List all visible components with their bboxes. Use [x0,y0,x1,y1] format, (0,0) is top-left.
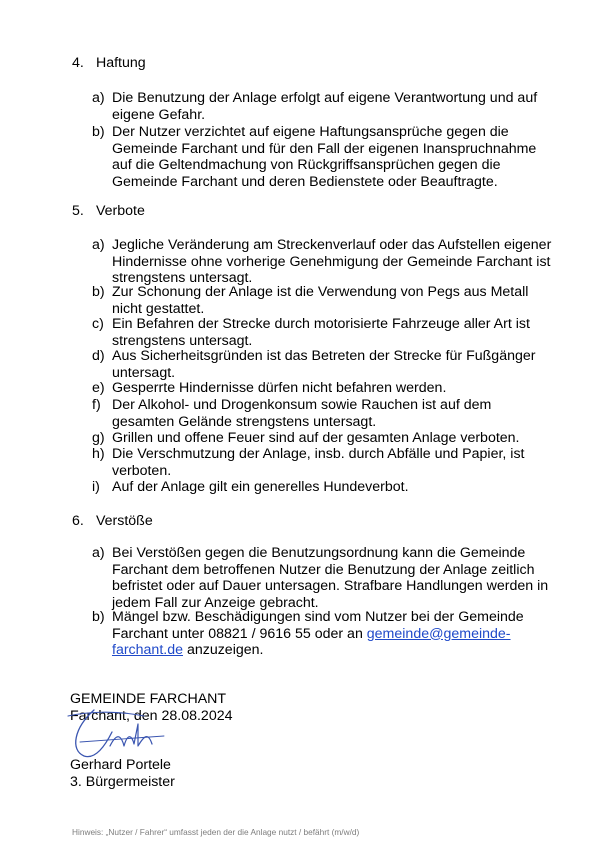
item-text [112,545,557,611]
item-text [112,479,557,496]
item-text [112,348,557,381]
section-number: 5. [72,203,84,219]
item-marker: d) [92,348,105,364]
text-line [112,642,557,659]
text-line: Mängel bzw. Beschädigungen sind vom Nutzer bei der Gemeinde [112,609,524,625]
text-line: Gemeinde Farchant und für den Fall der eigenen Inanspruchnahme [112,140,537,157]
text-line: Zur Schonung der Anlage ist die Verwendung von Pegs aus Metall [112,284,529,300]
item-text [112,316,557,349]
text-line: Grillen und offene Feuer sind auf der gesamten Anlage verboten. [112,430,520,446]
item-marker: b) [92,124,105,140]
text-line: Gemeinde Farchant und deren Bedienstete oder Beauftragte. [112,173,498,190]
section-title: Verstöße [95,513,153,529]
item-marker: b) [92,609,105,625]
item-marker: c) [92,316,104,332]
text-line: Der Nutzer verzichtet auf eigene Haftungsansprüche gegen die [112,124,509,140]
text-line: Auf der Anlage gilt ein generelles Hundeverbot. [112,479,409,495]
text-line: Bei Verstößen gegen die Benutzungsordnung kann die Gemeinde [112,545,526,561]
email-link[interactable]: gemeinde@gemeinde- [366,625,511,642]
item-text [112,284,557,317]
section-number: 6. [72,513,84,529]
item-text [112,90,557,123]
text-fragment: anzuzeigen. [183,642,264,659]
item-text [112,397,557,430]
text-line: nicht gestattet. [112,300,205,317]
text-line: eigene Gefahr. [112,106,206,123]
item-marker: a) [92,545,105,561]
section-5-heading [72,203,145,220]
text-line: Die Verschmutzung der Anlage, insb. durch Abfälle und Papier, ist [112,446,525,462]
item-text [112,609,557,659]
text-line: Jegliche Veränderung am Streckenverlauf oder das Aufstellen eigener [112,237,552,253]
text-line: Ein Befahren der Strecke durch motorisierte Fahrzeuge aller Art ist [112,316,530,332]
section-title: Verbote [95,203,145,219]
item-marker: h) [92,446,105,462]
text-line: untersagt. [112,364,176,381]
item-text [112,124,557,190]
item-marker: f) [92,397,101,413]
text-line [112,626,557,643]
place-date: Farchant, den 28.08.2024 [70,708,233,724]
signatory-name: Gerhard Portele [70,757,171,773]
text-line: Der Alkohol- und Drogenkonsum sowie Rauchen ist auf dem [112,397,492,413]
text-line: jedem Fall zur Anzeige gebracht. [112,594,319,611]
item-text [112,237,557,287]
item-text [112,380,557,397]
email-link-continued[interactable]: farchant.de [112,642,183,659]
text-line: befristet oder auf Dauer untersagen. Strafbare Handlungen werden in [112,578,549,595]
text-line: Hindernisse ohne vorherige Genehmigung der Gemeinde Farchant ist [112,253,551,270]
item-marker: g) [92,430,105,446]
text-line: strengstens untersagt. [112,270,253,287]
text-line: gesamten Gelände strengstens untersagt. [112,413,377,430]
text-line: verboten. [112,462,172,479]
item-marker: e) [92,380,105,396]
item-marker: a) [92,90,105,106]
text-line: Aus Sicherheitsgründen ist das Betreten der Strecke für Fußgänger [112,348,536,364]
text-line: Die Benutzung der Anlage erfolgt auf eigene Verantwortung und auf [112,90,538,106]
section-4-heading [72,55,146,72]
item-marker: b) [92,284,105,300]
signatory-role: 3. Bürgermeister [70,774,175,790]
item-text [112,446,557,479]
text-line: auf die Geltendmachung von Rückgriffsansprüchen gegen die [112,157,501,174]
text-line: strengstens untersagt. [112,332,253,349]
text-fragment: Farchant unter 08821 / 9616 55 oder an [112,625,367,642]
item-marker: i) [92,479,100,495]
footer-note: Hinweis: „Nutzer / Fahrer“ umfasst jeden der die Anlage nutzt / befährt (m/w/d) [72,827,360,837]
section-title: Haftung [95,55,146,71]
text-line: Farchant dem betroffenen Nutzer die Benutzung der Anlage zeitlich [112,561,535,578]
handwritten-signature [66,702,176,764]
municipality-name: GEMEINDE FARCHANT [70,691,227,707]
section-number: 4. [72,55,84,71]
section-6-heading [72,513,153,530]
text-line: Gesperrte Hindernisse dürfen nicht befahren werden. [112,380,447,396]
item-marker: a) [92,237,105,253]
item-text [112,430,557,447]
